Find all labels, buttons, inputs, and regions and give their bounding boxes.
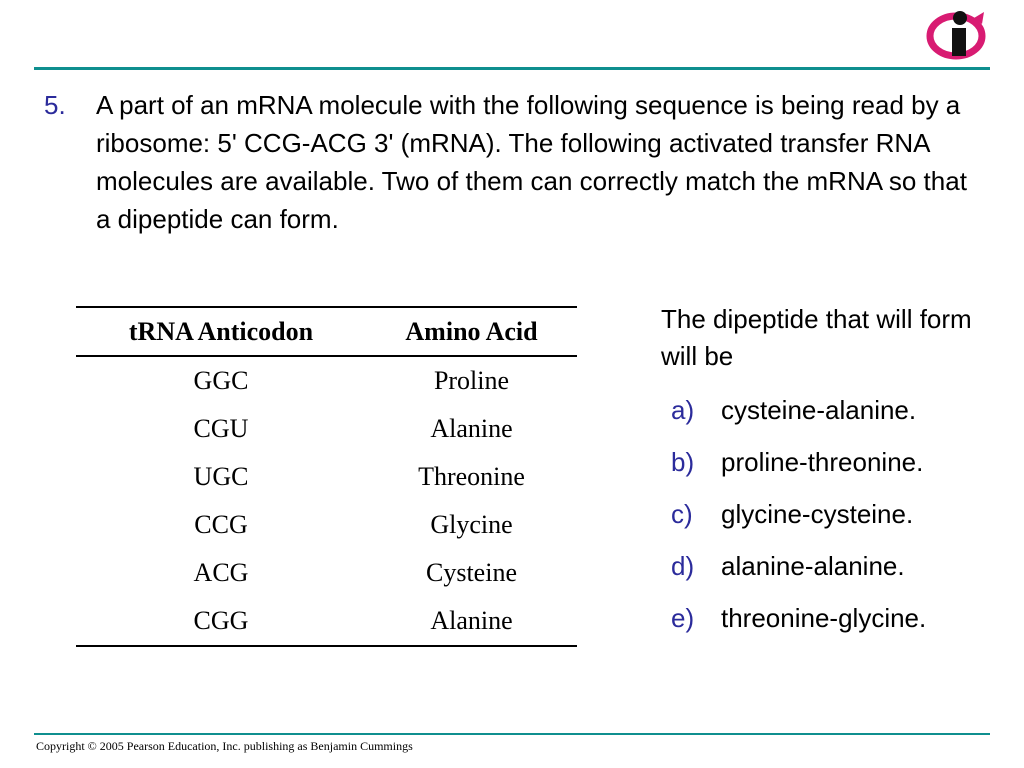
table-row bbox=[76, 501, 577, 549]
option-text: cysteine-alanine. bbox=[721, 395, 917, 425]
question bbox=[44, 86, 974, 238]
table-row bbox=[76, 453, 577, 501]
bottom-rule bbox=[34, 733, 990, 735]
amino-acid-cell: Alanine bbox=[366, 597, 577, 646]
option-e[interactable] bbox=[671, 600, 926, 652]
option-text: proline-threonine. bbox=[721, 447, 924, 477]
option-d[interactable] bbox=[671, 548, 926, 600]
table-row bbox=[76, 549, 577, 597]
option-c[interactable] bbox=[671, 496, 926, 548]
table-header-row bbox=[76, 307, 577, 356]
question-text: A part of an mRNA molecule with the following sequence is being read by a ribosome: 5' CCG-ACG 3' (mRNA). The following activated transfer RNA molecules are available. Two of them can correctly match the mRNA so that a dipeptide can form. bbox=[96, 90, 967, 234]
anticodon-cell: CGG bbox=[76, 597, 366, 646]
anticodon-cell: GGC bbox=[193, 366, 249, 395]
option-text: alanine-alanine. bbox=[721, 551, 905, 581]
table-row bbox=[76, 356, 577, 405]
amino-acid-cell: Cysteine bbox=[426, 558, 517, 587]
table-row bbox=[76, 405, 577, 453]
anticodon-cell: CGU bbox=[193, 414, 249, 443]
option-letter: e) bbox=[671, 603, 695, 633]
amino-acid-cell: Glycine bbox=[430, 510, 513, 539]
option-letter: b) bbox=[671, 447, 695, 477]
column-header: tRNA Anticodon bbox=[76, 307, 366, 356]
answer-prompt: The dipeptide that will form will be bbox=[661, 304, 972, 371]
amino-acid-cell: Threonine bbox=[418, 462, 525, 491]
option-b[interactable] bbox=[671, 444, 926, 496]
column-header: Amino Acid bbox=[366, 307, 577, 356]
option-text: glycine-cysteine. bbox=[721, 499, 914, 529]
trna-table bbox=[76, 306, 577, 647]
amino-acid-cell: Proline bbox=[433, 366, 510, 395]
anticodon-cell: UGC bbox=[193, 462, 249, 491]
table-row bbox=[76, 597, 577, 646]
amino-acid-cell: Alanine bbox=[430, 414, 513, 443]
option-letter: a) bbox=[671, 395, 695, 425]
option-letter: d) bbox=[671, 551, 695, 581]
option-text: threonine-glycine. bbox=[721, 603, 927, 633]
answer-options bbox=[671, 392, 926, 652]
copyright-footer: Copyright © 2005 Pearson Education, Inc. publishing as Benjamin Cummings bbox=[36, 739, 413, 753]
info-i-icon bbox=[922, 6, 988, 64]
option-a[interactable] bbox=[671, 392, 926, 444]
anticodon-cell: CCG bbox=[194, 510, 248, 539]
top-rule bbox=[34, 67, 990, 70]
option-letter: c) bbox=[671, 499, 693, 529]
question-number: 5. bbox=[44, 90, 66, 120]
anticodon-cell: ACG bbox=[193, 558, 249, 587]
